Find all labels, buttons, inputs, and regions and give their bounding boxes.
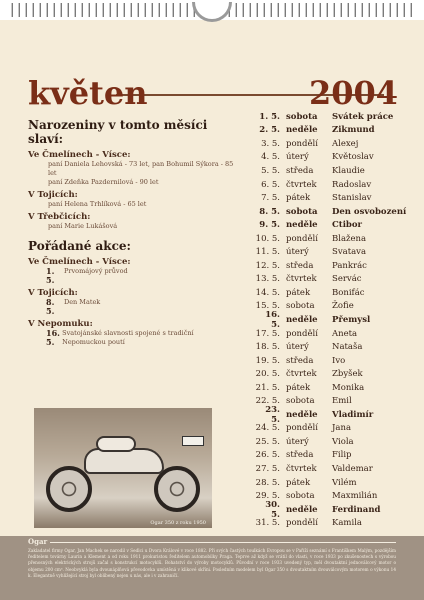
day-of-week: čtvrtek bbox=[286, 369, 317, 380]
day-number: 21. 5. bbox=[255, 382, 280, 393]
name-day: Přemysl bbox=[332, 314, 371, 325]
day-number: 11. 5. bbox=[255, 247, 280, 258]
day-of-week: neděle bbox=[286, 125, 318, 136]
name-day: Pankrác bbox=[332, 260, 367, 271]
fuel-tank bbox=[96, 436, 136, 452]
name-day: Vilém bbox=[332, 477, 357, 488]
day-of-week: neděle bbox=[286, 504, 318, 515]
day-number: 7. 5. bbox=[261, 193, 280, 204]
day-of-week: čtvrtek bbox=[286, 179, 317, 190]
day-row bbox=[254, 381, 414, 395]
birthdays-title: Narozeniny v tomto měsíci slaví: bbox=[28, 118, 208, 146]
day-of-week: pondělí bbox=[286, 328, 318, 339]
day-row bbox=[254, 232, 414, 246]
event-text: Prvomájový průvod bbox=[64, 267, 128, 275]
day-number: 12. 5. bbox=[255, 260, 280, 271]
name-day: Svatava bbox=[332, 247, 367, 258]
day-number: 5. 5. bbox=[261, 165, 280, 176]
day-row bbox=[254, 191, 414, 205]
day-row bbox=[254, 309, 414, 330]
name-day: Zbyšek bbox=[332, 369, 363, 380]
day-row bbox=[254, 499, 414, 520]
name-day: Květoslav bbox=[332, 152, 374, 163]
day-row bbox=[254, 273, 414, 287]
month-title: květen bbox=[28, 74, 148, 112]
day-row bbox=[254, 151, 414, 165]
day-number: 1. 5. bbox=[259, 111, 280, 122]
license-plate bbox=[182, 436, 204, 446]
hanger-hook bbox=[192, 2, 232, 22]
day-number: 8. 5. bbox=[259, 206, 280, 217]
day-row bbox=[254, 404, 414, 425]
day-number: 14. 5. bbox=[255, 287, 280, 298]
day-of-week: pondělí bbox=[286, 233, 318, 244]
name-day: Zikmund bbox=[332, 125, 375, 136]
event-day: 1. 5. bbox=[46, 266, 55, 285]
name-day: Blažena bbox=[332, 233, 367, 244]
day-of-week: neděle bbox=[286, 409, 318, 420]
day-of-week: sobota bbox=[286, 206, 318, 217]
day-of-week: pátek bbox=[286, 193, 311, 204]
day-row bbox=[254, 476, 414, 490]
day-of-week: pondělí bbox=[286, 518, 318, 529]
day-of-week: středa bbox=[286, 260, 314, 271]
name-day: Viola bbox=[332, 436, 354, 447]
birthday-person: paní Helena Trhlíková - 65 let bbox=[48, 200, 147, 208]
name-day: Klaudie bbox=[332, 165, 365, 176]
day-number: 28. 5. bbox=[255, 477, 280, 488]
day-row bbox=[254, 516, 414, 530]
day-number: 2. 5. bbox=[259, 125, 280, 136]
event-item bbox=[46, 267, 238, 285]
day-row bbox=[254, 286, 414, 300]
day-of-week: neděle bbox=[286, 314, 318, 325]
day-number: 31. 5. bbox=[255, 518, 280, 529]
day-number: 4. 5. bbox=[261, 152, 280, 163]
day-of-week: úterý bbox=[286, 342, 309, 353]
day-of-week: sobota bbox=[286, 491, 315, 502]
day-of-week: pondělí bbox=[286, 423, 318, 434]
name-day: Žofie bbox=[332, 301, 354, 312]
name-day: Jana bbox=[332, 423, 352, 434]
events-title: Pořádané akce: bbox=[28, 239, 131, 253]
day-of-week: sobota bbox=[286, 111, 318, 122]
day-row bbox=[254, 137, 414, 151]
rear-wheel bbox=[46, 466, 92, 512]
day-row bbox=[254, 178, 414, 192]
day-number: 3. 5. bbox=[261, 138, 280, 149]
info-column bbox=[28, 118, 238, 347]
day-row bbox=[254, 354, 414, 368]
day-number: 19. 5. bbox=[255, 355, 280, 366]
day-number: 10. 5. bbox=[255, 233, 280, 244]
event-place: Ve Čmelínech - Vísce: bbox=[28, 257, 131, 267]
footer-title: Ogar bbox=[28, 537, 48, 546]
birthday-person: paní Marie Lukášová bbox=[48, 222, 118, 230]
birthday-place: Ve Čmelínech - Víscе: bbox=[28, 150, 131, 160]
event-item bbox=[46, 298, 238, 316]
name-day: Monika bbox=[332, 382, 365, 393]
name-day: Emil bbox=[332, 396, 352, 407]
name-day: Maxmilián bbox=[332, 491, 378, 502]
day-of-week: středa bbox=[286, 165, 314, 176]
day-row bbox=[254, 340, 414, 354]
event-day: 8. 5. bbox=[46, 297, 55, 316]
day-of-week: sobota bbox=[286, 396, 315, 407]
event-place: V Tojicích: bbox=[28, 288, 78, 298]
day-row bbox=[254, 205, 414, 219]
day-number: 27. 5. bbox=[255, 463, 280, 474]
day-of-week: pátek bbox=[286, 287, 311, 298]
day-number: 30. 5. bbox=[265, 499, 280, 520]
name-day: Ferdinand bbox=[332, 504, 381, 515]
day-of-week: pondělí bbox=[286, 138, 318, 149]
day-row bbox=[254, 259, 414, 273]
day-of-week: středa bbox=[286, 450, 314, 461]
day-number: 13. 5. bbox=[255, 274, 280, 285]
footer-text: Zakladatel firmy Ogar, Jan Machek se narodil v Sedlci u Dvora Králové v roce 1882. Při svých častých toulkách Evropou se v Paříži seznámí s Františkem Malým, pozdějším ředitelem továrny Laurin a Klement a od roku 1911 prokuristou ředitelem automobilky Praga. Teprve až když se vrátil do vlasti, v roce 1933 po zkušenostech s výrobou přenosných elektrických strojů začal s konstrukcí motocyklů. Bohatství do výroby motocyklů. Původní v roce 1933 uvedený typ, měl dvoutaktní jednoválcový motor o objemu 200 cm³. Neobvyklá byla dvounáplňová převodovka umístěná v klikové skříni. Posledním modelem byl Ogar 350 s dvoutaktním dvouválcovým motorem o výkonu 14 k. Elegantně vyhlížející stroj byl oblíbený nejen u nás, ale i v zahraničí. bbox=[28, 548, 396, 578]
day-of-week: neděle bbox=[286, 220, 318, 231]
day-number: 18. 5. bbox=[255, 342, 280, 353]
day-number: 20. 5. bbox=[255, 369, 280, 380]
year-title: 2004 bbox=[308, 74, 398, 112]
birthday-person: paní Daniela Lehovská - 73 let, pan Bohumil Sýkora - 85 let bbox=[48, 160, 234, 177]
day-number: 24. 5. bbox=[255, 423, 280, 434]
day-number: 26. 5. bbox=[255, 450, 280, 461]
day-row bbox=[254, 422, 414, 436]
name-day: Den osvobození bbox=[332, 206, 407, 217]
name-day: Stanislav bbox=[332, 193, 372, 204]
day-of-week: středa bbox=[286, 355, 314, 366]
day-number: 25. 5. bbox=[255, 436, 280, 447]
name-day: Valdemar bbox=[332, 463, 373, 474]
day-row bbox=[254, 218, 414, 232]
event-text: Svatojánské slavnosti spojené s tradiční Nepomuckou poutí bbox=[62, 329, 194, 346]
footer-rule bbox=[50, 542, 396, 543]
month-header bbox=[0, 72, 424, 112]
name-day: Vladimír bbox=[332, 409, 374, 420]
footer-panel bbox=[0, 536, 424, 600]
day-of-week: úterý bbox=[286, 247, 309, 258]
name-day: Ivo bbox=[332, 355, 346, 366]
birthday-place: V Tojicích: bbox=[28, 190, 78, 200]
day-number: 16. 5. bbox=[265, 309, 280, 330]
day-number: 29. 5. bbox=[255, 491, 280, 502]
name-day: Filip bbox=[332, 450, 352, 461]
day-of-week: pátek bbox=[286, 477, 311, 488]
event-text: Den Matek bbox=[64, 298, 101, 306]
name-day: Bonifác bbox=[332, 287, 365, 298]
event-place: V Nepomuku: bbox=[28, 319, 93, 329]
day-number: 9. 5. bbox=[259, 220, 280, 231]
day-number: 22. 5. bbox=[255, 396, 280, 407]
day-number: 6. 5. bbox=[261, 179, 280, 190]
name-day: Aneta bbox=[332, 328, 358, 339]
birthday-place: V Třebčicích: bbox=[28, 212, 91, 222]
day-number: 17. 5. bbox=[255, 328, 280, 339]
name-day: Kamila bbox=[332, 518, 362, 529]
day-row bbox=[254, 327, 414, 341]
spiral-binding bbox=[0, 0, 424, 20]
day-number: 23. 5. bbox=[265, 404, 280, 425]
day-list bbox=[254, 110, 414, 530]
name-day: Ctibor bbox=[332, 220, 363, 231]
name-day: Nataša bbox=[332, 342, 363, 353]
day-number: 15. 5. bbox=[255, 301, 280, 312]
day-row bbox=[254, 110, 414, 124]
day-row bbox=[254, 124, 414, 138]
day-row bbox=[254, 367, 414, 381]
motorcycle-photo bbox=[34, 408, 212, 528]
photo-caption: Ogar 350 z roku 1950 bbox=[150, 520, 206, 526]
day-of-week: čtvrtek bbox=[286, 274, 317, 285]
event-item bbox=[46, 329, 238, 347]
name-day: Radoslav bbox=[332, 179, 372, 190]
name-day: Servác bbox=[332, 274, 362, 285]
day-of-week: čtvrtek bbox=[286, 463, 317, 474]
day-row bbox=[254, 164, 414, 178]
event-day: 16. 5. bbox=[46, 328, 60, 347]
birthday-person: paní Zdeňka Pazdernilová - 90 let bbox=[48, 178, 159, 186]
day-of-week: sobota bbox=[286, 301, 315, 312]
day-row bbox=[254, 449, 414, 463]
day-of-week: úterý bbox=[286, 152, 309, 163]
day-row bbox=[254, 245, 414, 259]
day-row bbox=[254, 462, 414, 476]
name-day: Alexej bbox=[332, 138, 359, 149]
day-of-week: pátek bbox=[286, 382, 311, 393]
day-of-week: úterý bbox=[286, 436, 309, 447]
name-day: Svátek práce bbox=[332, 111, 394, 122]
day-row bbox=[254, 435, 414, 449]
